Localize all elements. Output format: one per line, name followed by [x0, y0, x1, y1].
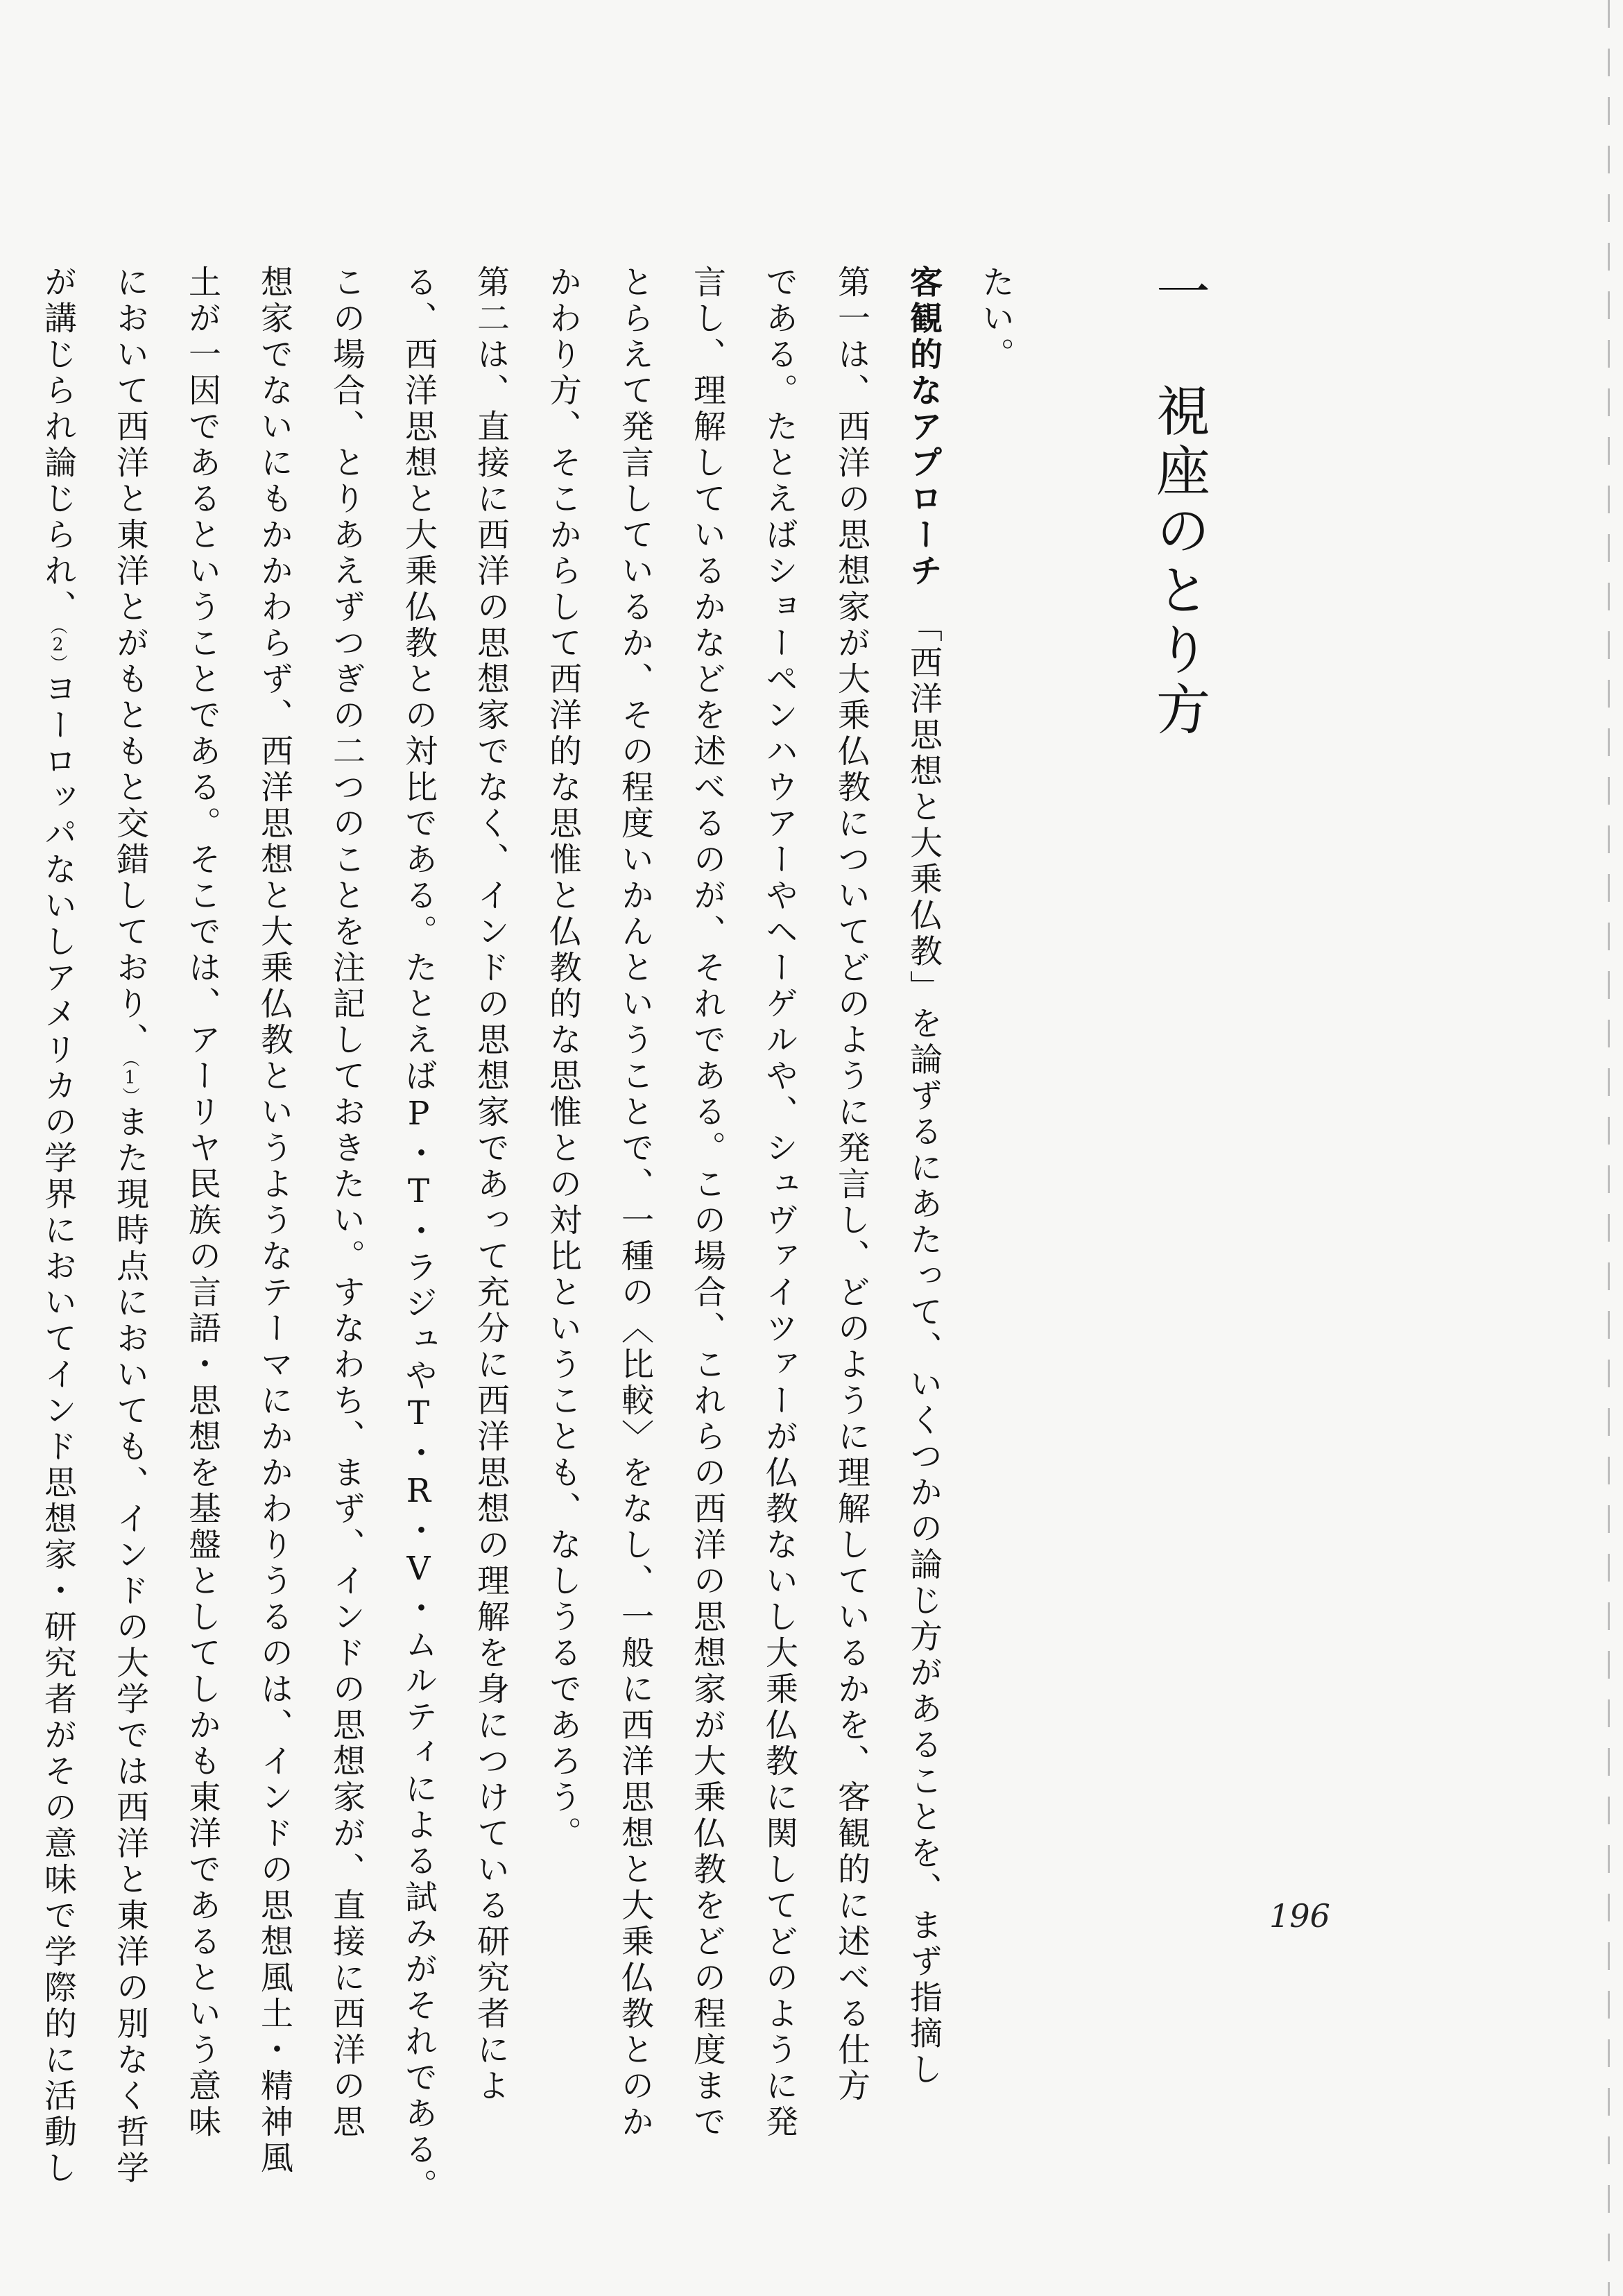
text-line	[255, 265, 293, 2177]
line-text: 「西洋思想と大乗仏教」を論ずるにあたって、いくつかの論じ方があることを、まず指摘し	[904, 590, 943, 2089]
line-text: かわり方、そこからして西洋的な思惟と仏教的な思惟との対比ということも、なしうるであろう。	[544, 265, 582, 1852]
section-number: 一	[1147, 264, 1210, 323]
text-line	[616, 265, 654, 2141]
text-line	[472, 265, 510, 2105]
line-text: 土が一因であるということである。そこでは、アーリヤ民族の言語・思想を基盤としてしかも東洋であるという意味	[183, 265, 221, 2141]
text-line	[111, 265, 149, 2187]
scan-edge	[1608, 0, 1610, 2296]
text-line	[327, 265, 366, 2141]
text-line	[400, 265, 438, 2204]
line-text: 言し、理解しているかなどを述べるのが、それである。この場合、これらの西洋の思想家が大乗仏教をどの程度まで	[688, 265, 726, 2141]
line-text: この場合、とりあえずつぎの二つのことを注記しておきたい。すなわち、まず、インドの思想家が、直接に西洋の思	[327, 265, 366, 2141]
text-line	[183, 265, 221, 2141]
text-line	[832, 265, 870, 2105]
text-line	[904, 265, 943, 2089]
text-line	[977, 265, 1015, 373]
line-text: 想家でないにもかかわらず、西洋思想と大乗仏教というようなテーマにかかわりうるのは、インドの思想風土・精神風	[255, 265, 293, 2177]
section-title-spacer	[1147, 323, 1210, 383]
footnote-marker: （1）	[120, 1059, 140, 1105]
text-line	[760, 265, 798, 2141]
line-text: る、西洋思想と大乗仏教との対比である。たとえばP・T・ラジュやT・R・V・ムルティによる試みがそれである。	[400, 265, 438, 2204]
text-line	[39, 265, 77, 2187]
line-text: である。たとえばショーペンハウアーやヘーゲルや、シュヴァイツァーが仏教ないし大乗仏教に関してどのように発	[760, 265, 798, 2141]
page-number: 196	[1269, 1897, 1330, 1935]
section-title-text: 視座のとり方	[1147, 383, 1210, 741]
line-text: とらえて発言しているか、その程度いかんということで、一種の〈比較〉をなし、一般に西洋思想と大乗仏教とのか	[616, 265, 654, 2141]
section-title	[1147, 264, 1210, 741]
text-line	[688, 265, 726, 2141]
text-line	[544, 265, 582, 1852]
footnote-marker: （2）	[48, 626, 68, 672]
line-text: が講じられ論じられ、	[39, 265, 77, 626]
line-text: 第二は、直接に西洋の思想家でなく、インドの思想家であって充分に西洋思想の理解を身につけている研究者によ	[472, 265, 510, 2105]
line-text: 第一は、西洋の思想家が大乗仏教についてどのように発言し、どのように理解しているかを、客観的に述べる仕方	[832, 265, 870, 2105]
line-text: において西洋と東洋とがもともと交錯しており、	[111, 265, 149, 1059]
line-text: ヨーロッパないしアメリカの学界においてインド思想家・研究者がその意味で学際的に活動し	[39, 671, 77, 2187]
subsection-heading: 客観的なアプローチ	[904, 265, 943, 590]
line-text: また現時点においても、インドの大学では西洋と東洋の別なく哲学	[111, 1104, 149, 2187]
line-text: たい。	[977, 265, 1015, 373]
